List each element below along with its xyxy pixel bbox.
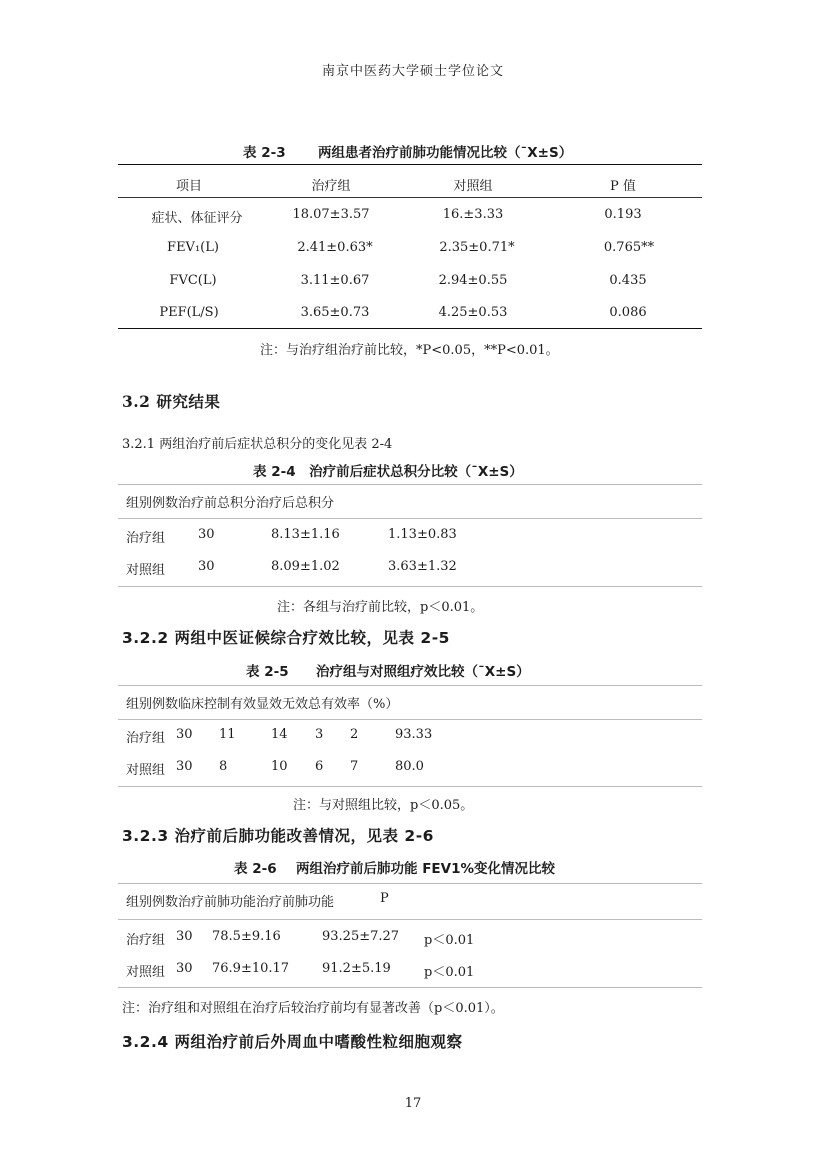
table-cell: 4.25±0.53 <box>438 305 508 320</box>
subsection-heading-3-2-3: 3.2.3 治疗前后肺功能改善情况，见表 2-6 <box>122 827 434 845</box>
table-2-6-bottom-rule <box>118 987 702 988</box>
table-cell: 0.086 <box>609 305 647 320</box>
table-2-5-caption-number: 表 2-5 <box>246 664 289 680</box>
section-heading-3-2: 3.2 研究结果 <box>122 392 221 411</box>
table-cell: 2.94±0.55 <box>438 273 508 288</box>
table-cell: 对照组 <box>126 763 166 778</box>
table-cell: 2.35±0.71* <box>439 240 515 255</box>
table-2-5-header-rule <box>118 719 702 720</box>
page-number: 17 <box>404 1096 422 1111</box>
table-2-3-header-rule <box>118 197 702 198</box>
table-cell: 对照组 <box>126 965 166 980</box>
table-2-4-note: 注：各组与治疗前比较，p＜0.01。 <box>277 600 484 615</box>
table-cell: p＜0.01 <box>424 965 475 980</box>
table-cell: 30 <box>198 559 215 574</box>
table-cell: 对照组 <box>126 563 166 578</box>
table-2-4-top-rule <box>118 484 702 485</box>
table-cell: 14 <box>271 727 288 742</box>
subsection-heading-3-2-4: 3.2.4 两组治疗前后外周血中嗜酸性粒细胞观察 <box>122 1033 463 1051</box>
table-cell: 7 <box>350 759 359 774</box>
table-cell: 2 <box>350 727 359 742</box>
table-cell: 6 <box>315 759 324 774</box>
table-2-4-bottom-rule <box>118 586 702 587</box>
table-header-treatment: 治疗组 <box>311 179 351 194</box>
table-cell: 30 <box>176 727 193 742</box>
table-cell: FEV₁(L) <box>167 240 219 255</box>
table-2-6-header: 组别例数治疗前肺功能治疗前肺功能 <box>126 895 335 910</box>
table-cell: 3.11±0.67 <box>300 273 370 288</box>
table-header-p: P 值 <box>610 179 636 194</box>
table-2-4-header: 组别例数治疗前总积分治疗后总积分 <box>126 496 335 511</box>
table-cell: 2.41±0.63* <box>297 240 373 255</box>
table-2-3-bottom-rule <box>118 328 702 329</box>
table-cell: 8 <box>219 759 228 774</box>
table-2-5-note: 注：与对照组比较，p＜0.05。 <box>293 798 474 813</box>
table-cell: 93.33 <box>395 727 433 742</box>
table-cell: 30 <box>176 759 193 774</box>
table-cell: 30 <box>176 929 193 944</box>
table-2-5-top-rule <box>118 685 702 686</box>
table-2-3-caption-title: 两组患者治疗前肺功能情况比较（¯X±S） <box>318 145 573 161</box>
table-2-6-top-rule <box>118 883 702 884</box>
table-cell: FVC(L) <box>169 273 217 288</box>
table-cell: p＜0.01 <box>424 933 475 948</box>
table-cell: 治疗组 <box>126 933 166 948</box>
table-cell: 1.13±0.83 <box>388 527 457 542</box>
table-cell: 8.09±1.02 <box>271 559 340 574</box>
table-cell: 30 <box>198 527 215 542</box>
table-cell: 治疗组 <box>126 731 166 746</box>
table-2-6-caption-number: 表 2-6 <box>234 861 277 877</box>
table-cell: 91.2±5.19 <box>322 961 391 976</box>
table-2-5-caption-title: 治疗组与对照组疗效比较（¯X±S） <box>316 664 530 680</box>
table-cell: 0.193 <box>604 207 642 222</box>
table-cell: 80.0 <box>395 759 424 774</box>
table-2-6-header-p: P <box>380 891 389 906</box>
table-cell: 3.65±0.73 <box>300 305 370 320</box>
table-cell: 3 <box>315 727 324 742</box>
table-header-item: 项目 <box>175 179 202 194</box>
table-2-3-caption-number: 表 2-3 <box>243 145 286 161</box>
table-cell: 76.9±10.17 <box>212 961 290 976</box>
table-cell: 18.07±3.57 <box>292 207 370 222</box>
table-cell: 10 <box>271 759 288 774</box>
subsection-3-2-1-text: 3.2.1 两组治疗前后症状总积分的变化见表 2-4 <box>122 437 393 452</box>
table-cell: 11 <box>219 727 236 742</box>
table-cell: 16.±3.33 <box>442 207 504 222</box>
table-cell: 0.435 <box>609 273 647 288</box>
table-cell: 症状、体征评分 <box>151 211 243 226</box>
table-cell: 93.25±7.27 <box>322 929 400 944</box>
table-2-5-bottom-rule <box>118 786 702 787</box>
table-2-5-header: 组别例数临床控制有效显效无效总有效率（%） <box>126 697 399 712</box>
table-cell: 8.13±1.16 <box>271 527 340 542</box>
table-header-control: 对照组 <box>453 179 493 194</box>
table-cell: 0.765** <box>603 240 655 255</box>
table-2-4-header-rule <box>118 518 702 519</box>
running-header: 南京中医药大学硕士学位论文 <box>321 64 504 79</box>
table-cell: PEF(L/S) <box>159 305 219 320</box>
table-cell: 78.5±9.16 <box>212 929 281 944</box>
table-cell: 治疗组 <box>126 531 166 546</box>
table-2-6-caption-title: 两组治疗前后肺功能 FEV1%变化情况比较 <box>296 861 556 877</box>
subsection-heading-3-2-2: 3.2.2 两组中医证候综合疗效比较，见表 2-5 <box>122 629 450 647</box>
table-2-4-caption: 表 2-4 治疗前后症状总积分比较（¯X±S） <box>253 464 523 480</box>
table-cell: 30 <box>176 961 193 976</box>
table-2-3-top-rule <box>118 164 702 165</box>
table-2-6-header-rule <box>118 919 702 920</box>
table-cell: 3.63±1.32 <box>388 559 457 574</box>
table-2-3-note: 注：与治疗组治疗前比较，*P<0.05，**P<0.01。 <box>260 343 559 358</box>
table-2-6-note: 注：治疗组和对照组在治疗后较治疗前均有显著改善（p＜0.01）。 <box>122 1001 504 1016</box>
